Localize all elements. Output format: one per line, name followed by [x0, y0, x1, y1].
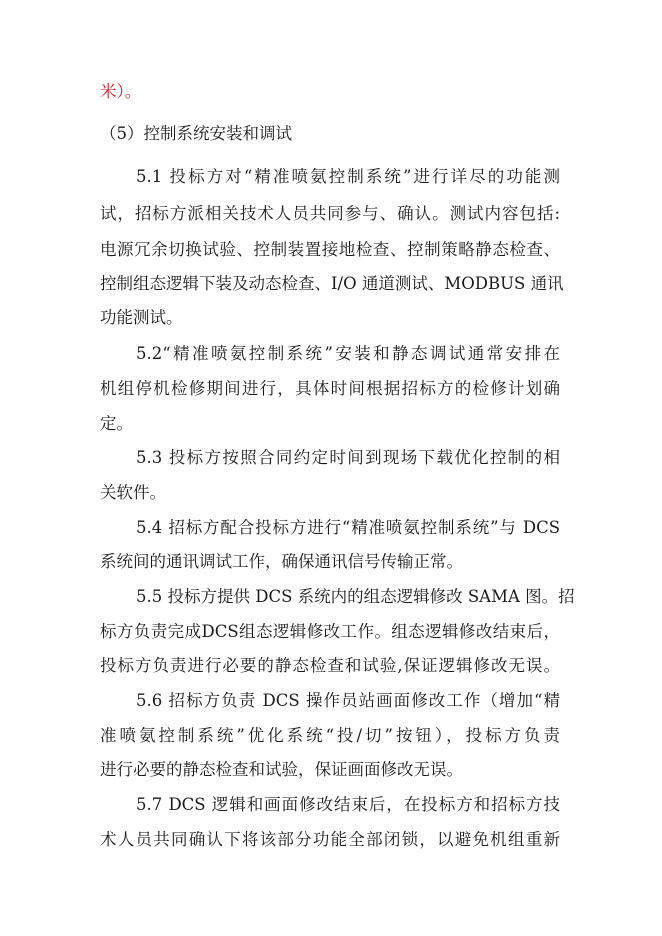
paragraph-5-6-line-3: 进行必要的静态检查和试验，保证画面修改无误。 — [100, 760, 463, 779]
paragraph-5-4-line-1: 5.4 招标方配合投标方进行“精准喷氨控制系统”与 DCS — [136, 518, 560, 537]
paragraph-5-1-line-2: 试，招标方派相关技术人员共同参与、确认。测试内容包括: — [100, 204, 560, 223]
paragraph-5-5-line-2: 标方负责完成DCS组态逻辑修改工作。组态逻辑修改结束后， — [100, 622, 560, 641]
paragraph-5-5-line-3: 投标方负责进行必要的静态检查和试验,保证逻辑修改无误。 — [100, 656, 560, 675]
paragraph-5-3-line-2: 关软件。 — [100, 483, 166, 502]
paragraph-5-1-line-3: 电源冗余切换试验、控制装置接地检查、控制策略静态检查、 — [100, 240, 560, 259]
section-heading: （5）控制系统安装和调试 — [100, 124, 292, 143]
paragraph-5-1-line-4: 控制组态逻辑下装及动态检查、I/O 通道测试、MODBUS 通讯 — [100, 274, 564, 293]
paragraph-5-7-line-2: 术人员共同确认下将该部分功能全部闭锁，以避免机组重新 — [100, 830, 560, 849]
paragraph-5-5-line-1: 5.5 投标方提供 DCS 系统内的组态逻辑修改 SAMA 图。招 — [136, 587, 575, 606]
paragraph-5-4-line-2: 系统间的通讯调试工作，确保通讯信号传输正常。 — [100, 552, 463, 571]
paragraph-5-6-line-2: 准喷氨控制系统”优化系统“投/切”按钮），投标方负责 — [100, 726, 560, 745]
paragraph-5-3-line-1: 5.3 投标方按照合同约定时间到现场下载优化控制的相 — [136, 448, 560, 467]
paragraph-5-2-line-3: 定。 — [100, 414, 133, 433]
paragraph-5-2-line-1: 5.2“精准喷氨控制系统”安装和静态调试通常安排在 — [136, 344, 560, 363]
paragraph-5-1-line-1: 5.1 投标方对“精准喷氨控制系统”进行详尽的功能测 — [136, 167, 560, 186]
paragraph-5-7-line-1: 5.7 DCS 逻辑和画面修改结束后，在投标方和招标方技 — [136, 795, 560, 814]
paragraph-5-6-line-1: 5.6 招标方负责 DCS 操作员站画面修改工作（增加“精 — [136, 691, 560, 710]
paragraph-5-1-line-5: 功能测试。 — [100, 308, 183, 327]
top-fragment: 米）。 — [100, 82, 142, 101]
paragraph-5-2-line-2: 机组停机检修期间进行，具体时间根据招标方的检修计划确 — [100, 379, 560, 398]
